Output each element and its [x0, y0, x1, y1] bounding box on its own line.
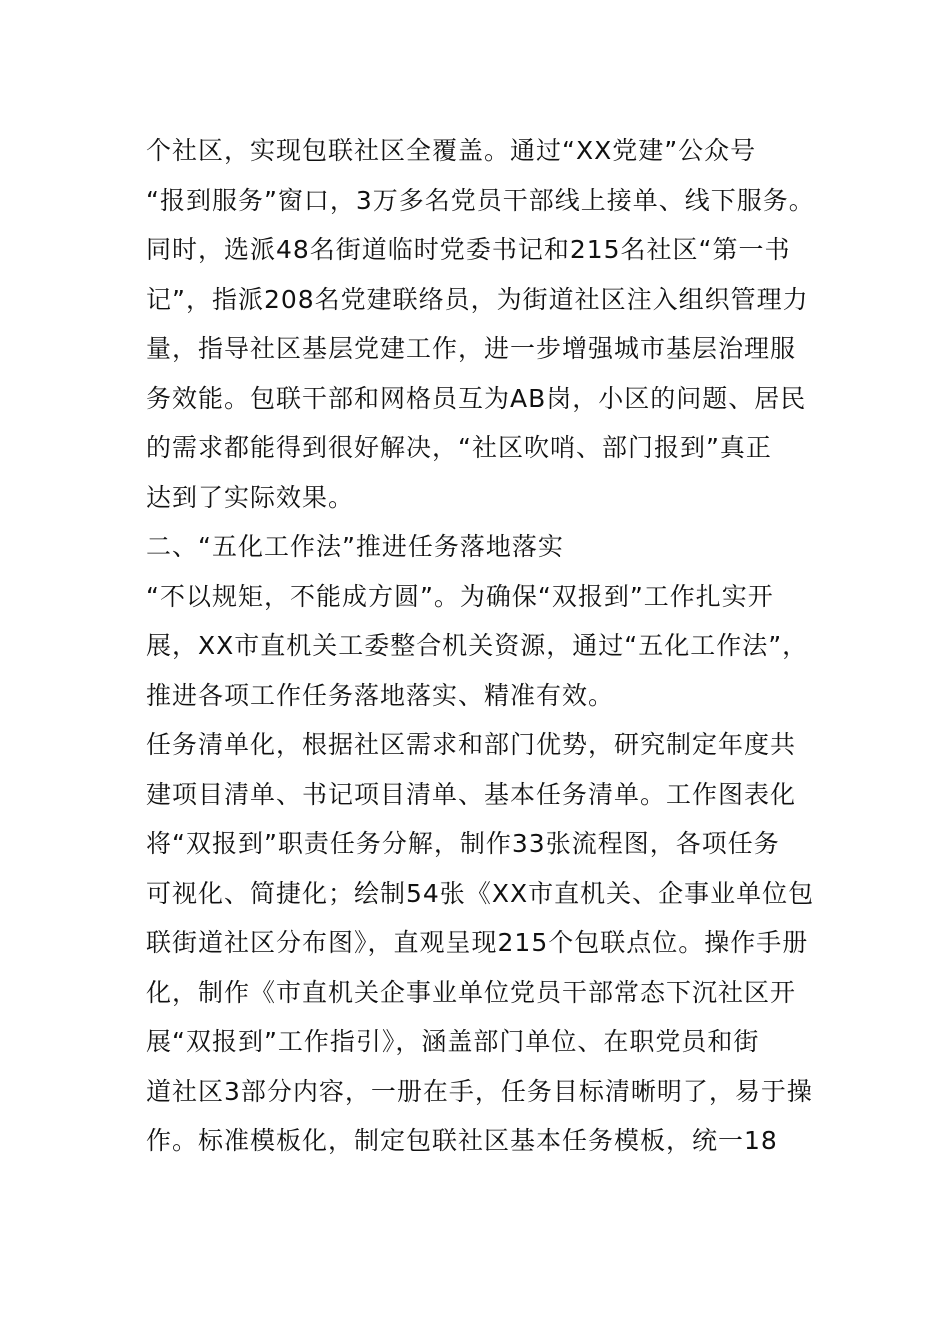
text-line: 建项目清单、书记项目清单、基本任务清单。工作图表化 [146, 779, 797, 809]
text-line: 展，XX市直机关工委整合机关资源，通过“五化工作法”， [146, 631, 809, 660]
text-line: 化，制作《市直机关企事业单位党员干部常态下沉社区开 [146, 977, 797, 1007]
text-line: “报到服务”窗口，3万多名党员干部线上接单、线下服务。 [146, 185, 815, 215]
text-line: 联街道社区分布图》，直观呈现215个包联点位。操作手册 [146, 928, 809, 957]
text-line: 推进各项工作任务落地落实、精准有效。 [146, 680, 615, 710]
section-heading: 二、“五化工作法”推进任务落地落实 [146, 532, 564, 561]
text-line: 的需求都能得到很好解决，“社区吹哨、部门报到”真正 [146, 433, 772, 462]
text-line: 作。标准模板化，制定包联社区基本任务模板，统一18 [146, 1126, 778, 1155]
text-line: 同时，选派48名街道临时党委书记和215名社区“第一书 [146, 235, 791, 264]
text-line: 务效能。包联干部和网格员互为AB岗，小区的问题、居民 [146, 383, 807, 413]
text-line: 个社区，实现包联社区全覆盖。通过“XX党建”公众号 [146, 136, 757, 165]
text-line: 记”，指派208名党建联络员，为街道社区注入组织管理力 [146, 284, 809, 314]
text-line: 道社区3部分内容，一册在手，任务目标清晰明了，易于操 [146, 1076, 813, 1106]
text-line: 任务清单化，根据社区需求和部门优势，研究制定年度共 [146, 730, 797, 759]
text-line: 达到了实际效果。 [146, 482, 355, 512]
text-line: 将“双报到”职责任务分解，制作33张流程图，各项任务 [146, 829, 780, 858]
text-line: “不以规矩，不能成方圆”。为确保“双报到”工作扎实开 [146, 581, 774, 611]
text-line: 可视化、简捷化；绘制54张《XX市直机关、企事业单位包 [146, 878, 815, 908]
body-text [146, 126, 846, 1166]
text-line: 量，指导社区基层党建工作，进一步增强城市基层治理服 [146, 334, 797, 363]
text-line: 展“双报到”工作指引》，涵盖部门单位、在职党员和街 [146, 1027, 760, 1056]
